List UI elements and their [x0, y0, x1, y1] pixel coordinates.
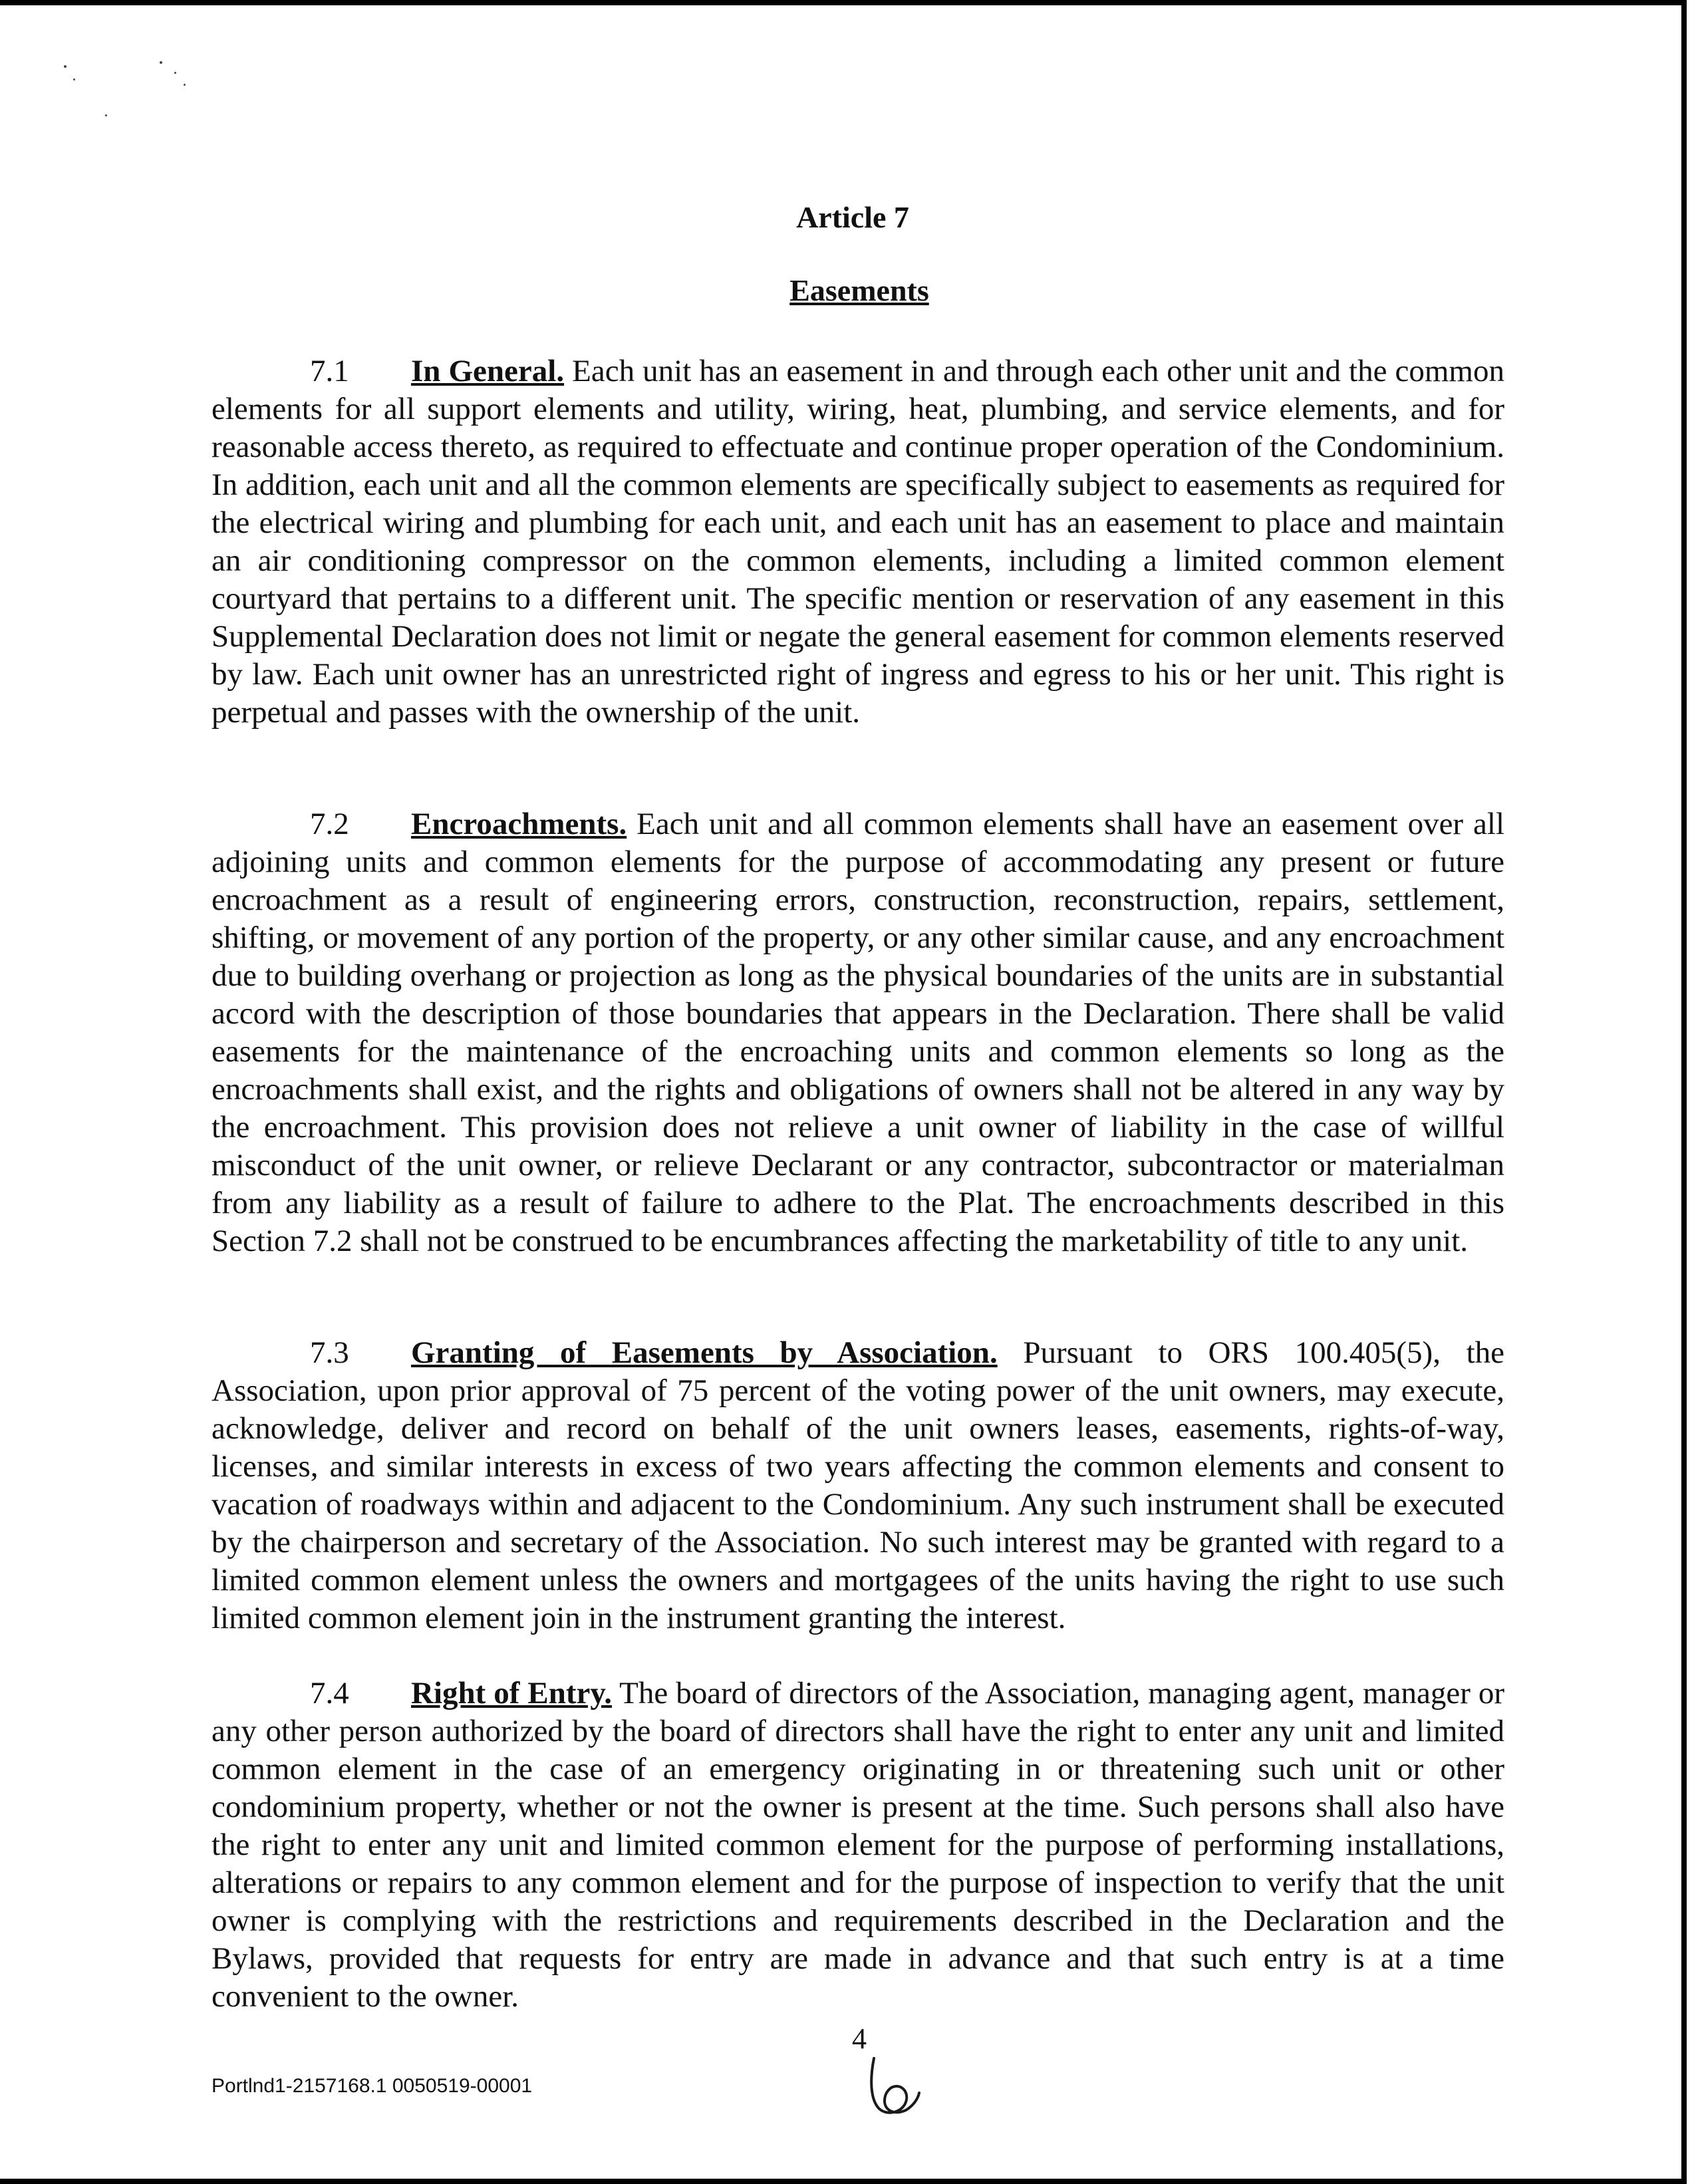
section-text: The board of directors of the Association, managing agent, manager or any other person authorized by the board of directors shall have the right to enter any unit and limited common element in the case of an emergency originating in or threatening such unit or other condominium property, whether or not the owner is present at the time. Such persons shall also have the right to enter any unit and limited common element for the purpose of performing installations, alterations or repairs to any common element and for the purpose of inspection to verify that the unit owner is complying with the restrictions and requirements described in the Declaration and the Bylaws, provided that requests for entry are made in advance and that such entry is at a time convenient to the owner.: [212, 1676, 1504, 2014]
section-7-1: [212, 352, 1504, 732]
section-number: 7.4: [310, 1676, 349, 1710]
article-subtitle: Easements: [789, 273, 929, 307]
section-heading: In General.: [411, 354, 565, 388]
section-heading: Encroachments.: [411, 807, 627, 841]
section-heading: Granting of Easements by Association.: [411, 1335, 998, 1370]
handwritten-mark: [865, 2052, 924, 2118]
section-text: Each unit has an easement in and through each other unit and the common elements for all support elements and utility, wiring, heat, plumbing, and service elements, and for reasonable access thereto, as required to effectuate and continue proper operation of the Condominium. In addition, each unit and all the common elements are specifically subject to easements as required for the electrical wiring and plumbing for each unit, and each unit has an easement to place and maintain an air conditioning compressor on the common elements, including a limited common element courtyard that pertains to a different unit. The specific mention or reservation of any easement in this Supplemental Declaration does not limit or negate the general easement for common elements reserved by law. Each unit owner has an unrestricted right of ingress and egress to his or her unit. This right is perpetual and passes with the ownership of the unit.: [212, 354, 1504, 730]
scan-speck: [160, 61, 162, 64]
document-id: Portlnd1-2157168.1 0050519-00001: [212, 2075, 533, 2097]
section-7-2: [212, 805, 1504, 1260]
scan-speck: [174, 72, 176, 74]
section-7-3: [212, 1334, 1504, 1637]
scan-speck: [64, 65, 67, 68]
section-paragraph: [212, 352, 1504, 732]
section-text: Pursuant to ORS 100.405(5), the Association, upon prior approval of 75 percent of the voting power of the unit owners, may execute, acknowledge, deliver and record on behalf of the unit owners leases, easements, rights-of-way, licenses, and similar interests in excess of two years affecting the common elements and consent to vacation of roadways within and adjacent to the Condominium. Any such instrument shall be executed by the chairperson and secretary of the Association. No such interest may be granted with regard to a limited common element unless the owners and mortgagees of the units having the right to use such limited common element join in the instrument granting the interest.: [212, 1335, 1504, 1635]
section-paragraph: [212, 805, 1504, 1260]
section-heading: Right of Entry.: [411, 1676, 613, 1710]
section-paragraph: [212, 1675, 1504, 2016]
section-number: 7.1: [310, 354, 349, 388]
section-text: Each unit and all common elements shall have an easement over all adjoining units and common elements for the purpose of accommodating any present or future encroachment as a result of engineering errors, construction, reconstruction, repairs, settlement, shifting, or movement of any portion of the property, or any other similar cause, and any encroachment due to building overhang or projection as long as the physical boundaries of the units are in substantial accord with the description of those boundaries that appears in the Declaration. There shall be valid easements for the maintenance of the encroaching units and common elements so long as the encroachments shall exist, and the rights and obligations of owners shall not be altered in any way by the encroachment. This provision does not relieve a unit owner of liability in the case of willful misconduct of the unit owner, or relieve Declarant or any contractor, subcontractor or materialman from any liability as a result of failure to adhere to the Plat. The encroachments described in this Section 7.2 shall not be construed to be encumbrances affecting the marketability of title to any unit.: [212, 807, 1504, 1258]
scan-speck: [184, 84, 186, 86]
scan-speck: [105, 114, 107, 116]
section-7-4: [212, 1675, 1504, 2016]
section-number: 7.2: [310, 807, 349, 841]
page-number: 4: [852, 2022, 867, 2055]
article-title: Article 7: [796, 200, 909, 234]
section-number: 7.3: [310, 1335, 349, 1370]
scan-speck: [73, 78, 75, 80]
section-paragraph: [212, 1334, 1504, 1637]
